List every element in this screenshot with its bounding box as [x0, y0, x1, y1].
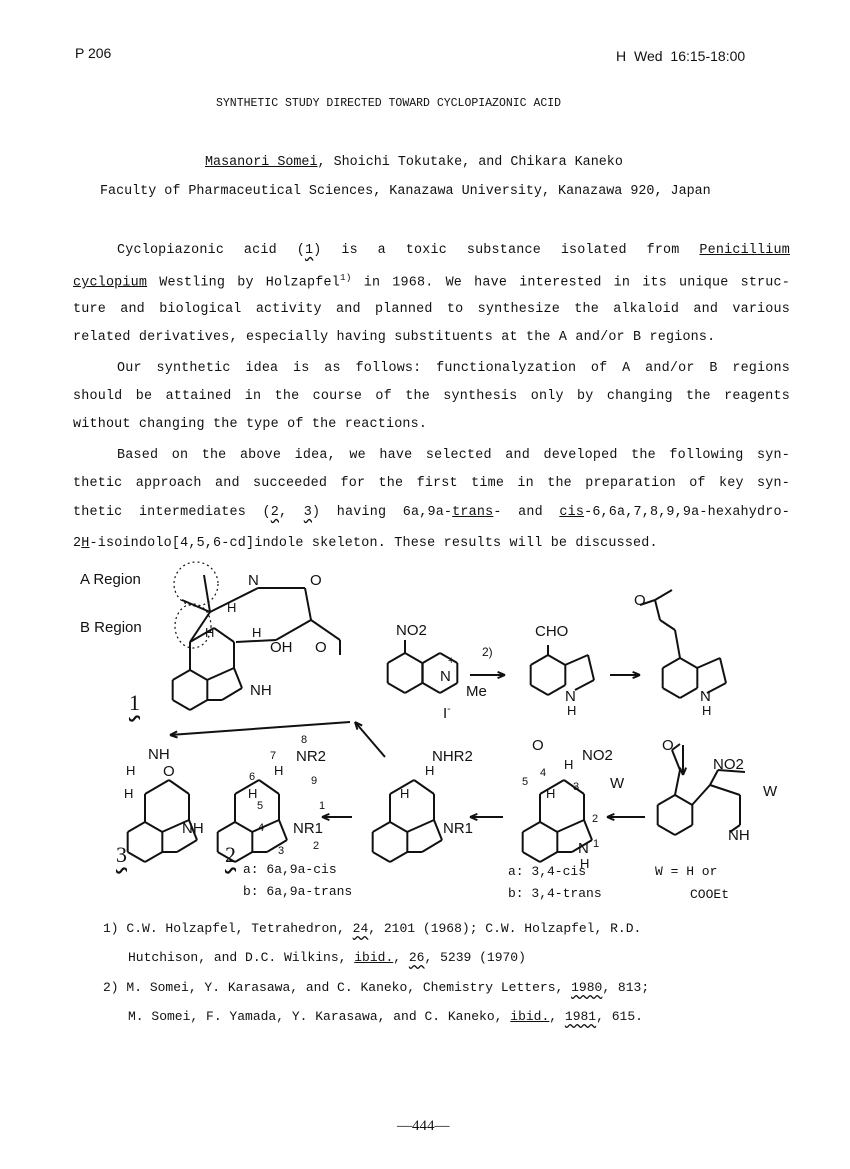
atom-label: N — [578, 840, 589, 857]
isomer-label: a: 3,4-cis — [508, 864, 587, 879]
bond — [655, 590, 672, 600]
benzene-ring — [675, 825, 692, 835]
ring — [169, 780, 189, 794]
atom-label: NHR2 — [432, 748, 473, 765]
pyridinium-ring — [423, 683, 440, 693]
locant: 3 — [573, 781, 580, 793]
page-number: —444— — [397, 1118, 450, 1134]
atom-label: N — [440, 668, 451, 685]
atom-label: H — [124, 786, 134, 801]
benzene-ring — [548, 685, 565, 695]
bond — [557, 820, 584, 832]
body-line: Cyclopiazonic acid (1) is a toxic substance isolated from Penicillium — [117, 243, 790, 258]
benzene-ring — [390, 852, 407, 862]
charge: + — [448, 655, 455, 667]
benzene-ring — [128, 852, 145, 862]
atom-label: N — [700, 688, 711, 705]
locant: 5 — [522, 776, 529, 788]
ring — [584, 820, 592, 840]
benzene-ring — [388, 653, 405, 663]
locant: 4 — [258, 822, 265, 834]
presenting-author: Masanori Somei — [205, 155, 318, 170]
page-code: P 206 — [75, 45, 112, 61]
benzene-ring — [190, 670, 207, 680]
atom-label: W — [610, 775, 625, 792]
benzene-ring — [173, 700, 190, 710]
coauthors: , Shoichi Tokutake, and Chikara Kaneko — [317, 155, 623, 170]
locant: 5 — [257, 800, 264, 812]
locant: 2 — [592, 813, 599, 825]
atom-label: NO2 — [582, 747, 613, 764]
atom-label: NH — [250, 682, 272, 699]
pyrrole-ring — [692, 785, 710, 805]
w-definition: W = H or — [655, 864, 718, 879]
atom-label: NO2 — [396, 622, 427, 639]
locant: 8 — [301, 734, 308, 746]
benzene-ring — [658, 825, 675, 835]
region-a-circle — [174, 562, 218, 606]
benzene-ring — [531, 655, 548, 665]
atom-label: NH — [148, 746, 170, 763]
atom-label: N — [248, 572, 259, 589]
pyrrole-ring — [697, 658, 720, 668]
pyrrole-ring — [575, 680, 594, 690]
body-line: thetic intermediates (2, 3) having 6a,9a-trans- and cis-6,6a,7,8,9,9a-hexahydro- — [73, 505, 790, 520]
benzene-ring — [145, 852, 162, 862]
atom-label: H — [252, 625, 262, 640]
chain — [675, 630, 680, 658]
reference-1: 1) C.W. Holzapfel, Tetrahedron, 24, 2101 (1968); C.W. Holzapfel, R.D. — [103, 921, 642, 936]
locant: 2 — [313, 840, 320, 852]
locant: 9 — [311, 775, 318, 787]
atom-label: H — [580, 856, 590, 871]
benzene-ring — [173, 670, 190, 680]
atom-label: Me — [466, 683, 487, 700]
benzene-ring — [405, 683, 422, 693]
pyrrole-ring — [710, 785, 740, 795]
atom-label: NR2 — [296, 748, 327, 765]
body-line: should be attained in the course of the synthesis only by changing the reagents — [73, 389, 790, 404]
ring — [414, 780, 434, 794]
reference-1-cont: Hutchison, and D.C. Wilkins, ibid., 26, 5239 (1970) — [128, 950, 526, 965]
atom-label: O — [662, 737, 674, 754]
body-line: 2H-isoindolo[4,5,6-cd]indole skeleton. These results will be discussed. — [73, 536, 658, 551]
benzene-ring — [190, 700, 207, 710]
atom-label: H — [205, 625, 215, 640]
reaction-arrow — [170, 722, 350, 735]
chain — [655, 600, 660, 620]
body-line: Our synthetic idea is as follows: functionalyzation of A and/or B regions — [117, 361, 790, 376]
benzene-ring — [373, 822, 390, 832]
atom-label: CHO — [535, 623, 569, 640]
isomer-label: b: 3,4-trans — [508, 886, 602, 901]
ring — [222, 688, 242, 700]
affiliation: Faculty of Pharmaceutical Sciences, Kanazawa University, Kanazawa 920, Japan — [100, 184, 711, 199]
atom-label: O — [634, 592, 646, 609]
locant: 6 — [249, 771, 256, 783]
reaction-arrow — [355, 722, 385, 757]
atom-label: H — [702, 703, 712, 718]
locant: 3 — [278, 845, 285, 857]
benzene-ring — [388, 683, 405, 693]
benzene-ring — [218, 822, 235, 832]
benzene-ring — [540, 852, 557, 862]
methyl — [204, 575, 210, 612]
benzene-ring — [145, 822, 162, 832]
atom-label: O — [163, 763, 175, 780]
atom-label: O — [532, 737, 544, 754]
w-definition: COOEt — [690, 887, 730, 902]
locant: 4 — [540, 767, 547, 779]
paper-title: SYNTHETIC STUDY DIRECTED TOWARD CYCLOPIAZONIC ACID — [216, 97, 562, 110]
bond — [207, 668, 234, 680]
benzene-ring — [523, 822, 540, 832]
benzene-ring — [405, 653, 422, 663]
benzene-ring — [235, 822, 252, 832]
benzene-ring — [658, 795, 675, 805]
body-line: thetic approach and succeeded for the first time in the preparation of key syn- — [73, 476, 790, 491]
atom-label: NR1 — [443, 820, 474, 837]
body-line: without changing the type of the reactions. — [73, 417, 428, 432]
compound-3-number: 3 — [116, 842, 127, 867]
benzene-ring — [663, 688, 680, 698]
chain — [660, 620, 675, 630]
atom-label: H — [564, 757, 574, 772]
compound-1-number: 1 — [129, 690, 140, 715]
atom-label: H — [425, 763, 435, 778]
locant: 7 — [270, 750, 277, 762]
region-a-label: A Region — [80, 571, 141, 588]
benzene-ring — [373, 852, 390, 862]
atom-label: O — [315, 639, 327, 656]
atom-label: NO2 — [713, 756, 744, 773]
pyridinium-ring — [423, 653, 440, 663]
atom-label: H — [274, 763, 284, 778]
benzene-ring — [540, 822, 557, 832]
ring — [145, 780, 169, 794]
atom-label: O — [310, 572, 322, 589]
benzene-ring — [680, 688, 697, 698]
benzene-ring — [680, 658, 697, 668]
chain — [675, 770, 680, 795]
benzene-ring — [663, 658, 680, 668]
locant: 1 — [593, 838, 600, 850]
session-time: H Wed 16:15-18:00 — [616, 48, 746, 64]
atom-label: H — [400, 786, 410, 801]
benzene-ring — [548, 655, 565, 665]
body-line: Based on the above idea, we have selected and developed the following syn- — [117, 448, 790, 463]
benzene-ring — [531, 685, 548, 695]
reference-2: 2) M. Somei, Y. Karasawa, and C. Kaneko, Chemistry Letters, 1980, 813; — [103, 980, 650, 995]
isomer-label: b: 6a,9a-trans — [243, 884, 353, 899]
atom-label: N — [565, 688, 576, 705]
benzene-ring — [675, 795, 692, 805]
body-line: ture and biological activity and planned to synthesize the alkaloid and various — [73, 302, 790, 317]
locant: 1 — [319, 800, 326, 812]
benzene-ring — [128, 822, 145, 832]
atom-label: NH — [728, 827, 750, 844]
ring — [422, 840, 442, 852]
ring — [276, 620, 311, 640]
bond — [407, 820, 434, 832]
ring — [279, 820, 287, 840]
counter-ion: I- — [443, 703, 451, 722]
body-line: cyclopium Westling by Holzapfel$^{1)}$ in 1968. We have interested in its unique struc- — [73, 272, 790, 291]
atom-label: H — [546, 786, 556, 801]
atom-label: H — [567, 703, 577, 718]
benzene-ring — [235, 852, 252, 862]
isomer-label: a: 6a,9a-cis — [243, 862, 337, 877]
pyrrole-ring — [565, 655, 588, 665]
pyrrole-ring — [588, 655, 594, 680]
ring — [234, 668, 242, 688]
ring — [259, 780, 279, 794]
ring — [434, 820, 442, 840]
atom-label: W — [763, 783, 778, 800]
ring — [177, 840, 197, 852]
atom-label: H — [248, 786, 258, 801]
ring — [214, 628, 234, 642]
reference-2-cont: M. Somei, F. Yamada, Y. Karasawa, and C. Kaneko, ibid., 1981, 615. — [128, 1009, 643, 1024]
pyrrole-ring — [720, 658, 726, 683]
benzene-ring — [523, 852, 540, 862]
atom-label: NH — [182, 820, 204, 837]
reference-label: 2) — [482, 645, 493, 659]
benzene-ring — [390, 822, 407, 832]
body-line: related derivatives, especially having substituents at the A and/or B regions. — [73, 330, 716, 345]
acyl — [311, 620, 340, 640]
ring — [305, 588, 311, 620]
atom-label: H — [126, 763, 136, 778]
region-b-label: B Region — [80, 619, 142, 636]
compound-2-number: 2 — [225, 842, 236, 867]
atom-label: OH — [270, 639, 293, 656]
atom-label: H — [227, 600, 237, 615]
atom-label: NR1 — [293, 820, 324, 837]
bond — [252, 820, 279, 832]
